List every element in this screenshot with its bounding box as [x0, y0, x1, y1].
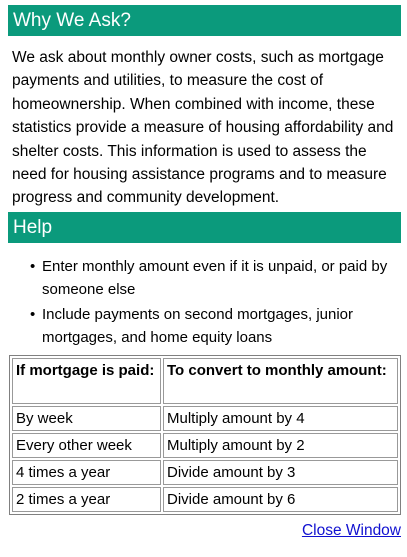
help-header: Help: [8, 212, 401, 243]
help-bullet-item: [12, 303, 401, 349]
table-cell-conversion: Multiply amount by 2: [163, 433, 398, 458]
table-cell-conversion: Divide amount by 3: [163, 460, 398, 485]
table-row: [12, 433, 398, 458]
bullet-icon: •: [30, 306, 36, 323]
help-bullet-item: [12, 255, 401, 301]
table-cell-frequency: 4 times a year: [12, 460, 161, 485]
table-cell-frequency: Every other week: [12, 433, 161, 458]
table-cell-frequency: By week: [12, 406, 161, 431]
why-we-ask-body: We ask about monthly owner costs, such as mortgage payments and utilities, to measure the cost of homeownership. When combined with income, these statistics provide a measure of housing affordability and shelter costs. This information is used to assess the need for housing assistance programs and to measure progress and community development.: [12, 49, 394, 207]
conversion-table: [9, 355, 401, 515]
why-we-ask-header: Why We Ask?: [8, 5, 401, 36]
column-header-payment-frequency: If mortgage is paid:: [12, 358, 161, 404]
table-cell-frequency: 2 times a year: [12, 487, 161, 512]
close-window-link[interactable]: Close Window: [301, 522, 401, 539]
table-cell-conversion: Multiply amount by 4: [163, 406, 398, 431]
help-bullet-text: Include payments on second mortgages, junior mortgages, and home equity loans: [42, 306, 354, 346]
bullet-icon: •: [30, 258, 36, 275]
table-header-row: [12, 358, 398, 404]
table-row: [12, 487, 398, 512]
table-row: [12, 460, 398, 485]
table-cell-conversion: Divide amount by 6: [163, 487, 398, 512]
column-header-conversion: To convert to monthly amount:: [163, 358, 398, 404]
help-bullet-text: Enter monthly amount even if it is unpaid, or paid by someone else: [42, 258, 388, 298]
table-row: [12, 406, 398, 431]
help-bullet-list: [12, 255, 401, 351]
